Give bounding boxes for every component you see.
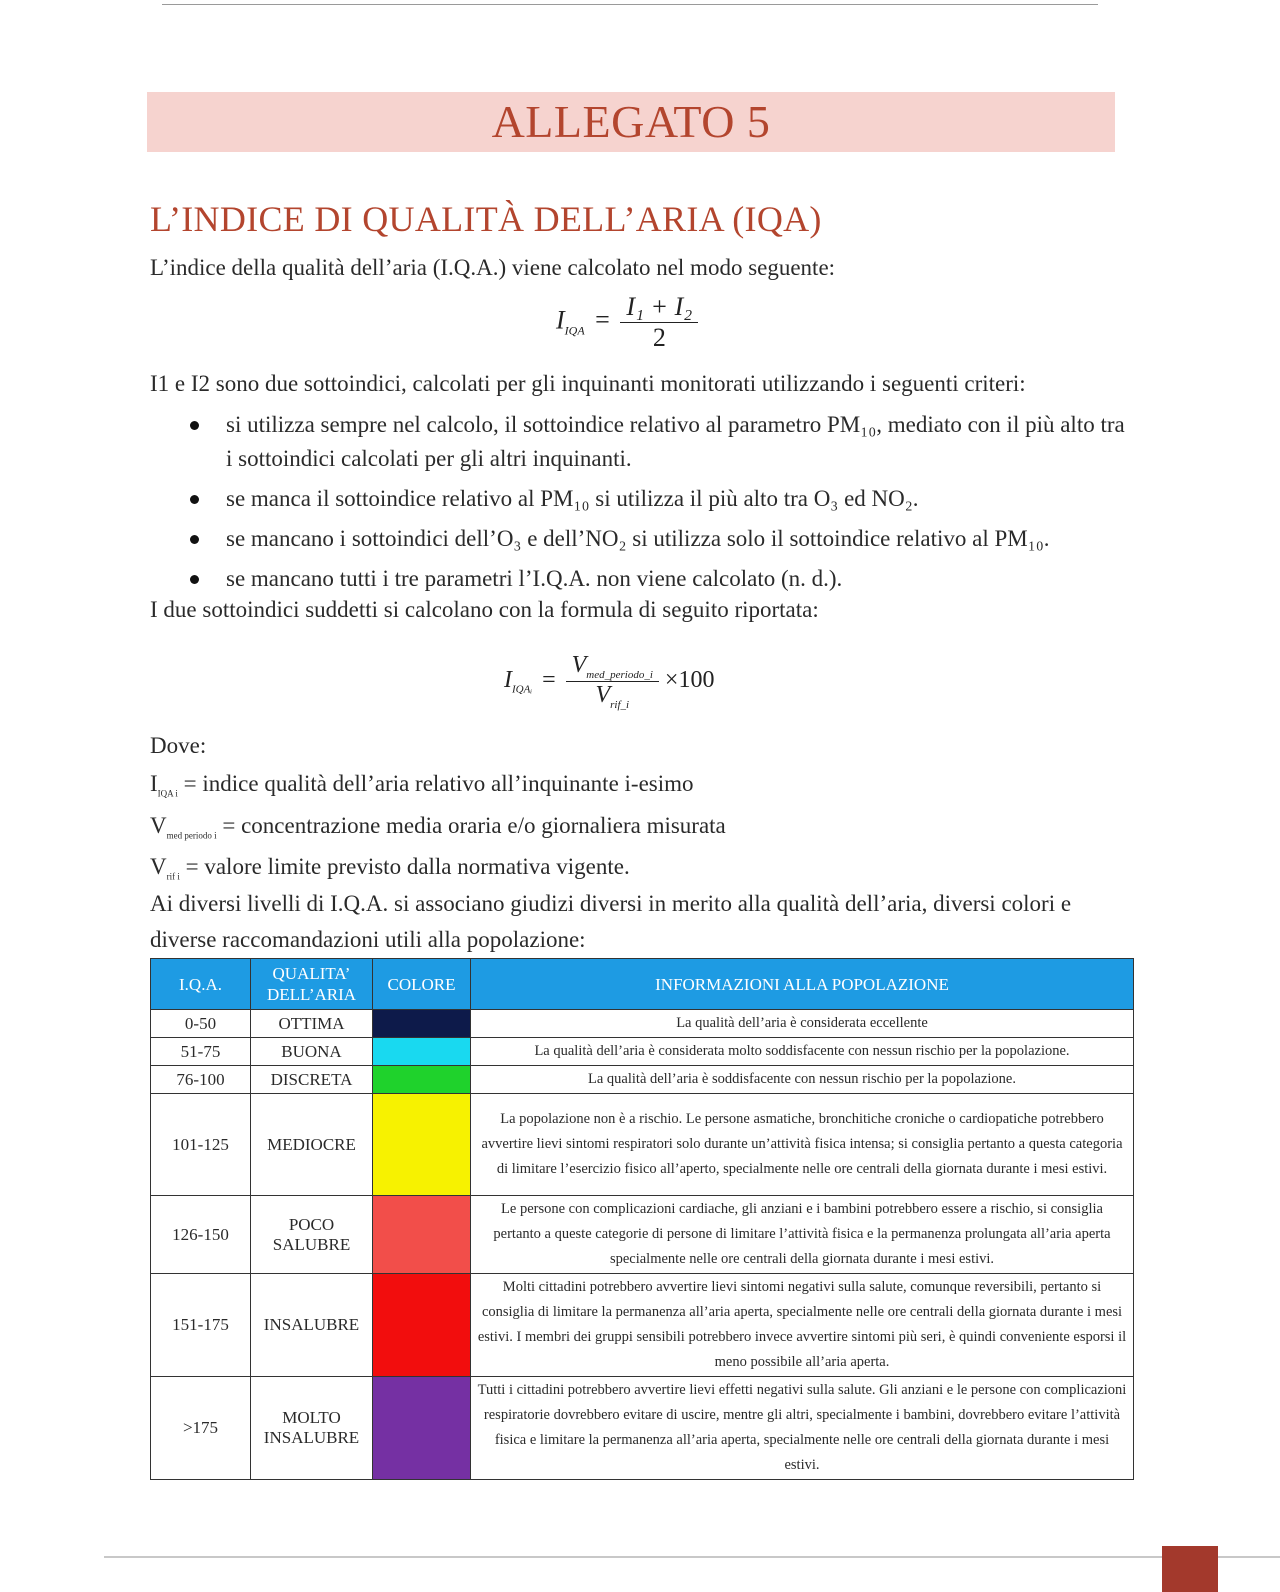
definition-subscript: IQA i: [157, 788, 178, 799]
formula2-denominator: [566, 682, 659, 711]
list-item: [186, 482, 1126, 516]
formula1-numerator: I₁ + I₂: [620, 292, 698, 323]
where-label: Dove:: [150, 733, 207, 758]
formula2-den-sub: rif_i: [610, 698, 630, 711]
levels-intro: Ai diversi livelli di I.Q.A. si associano giudizi diversi in merito alla qualità dell’aria, diversi colori e diverse raccomandazioni utili alla popolazione:: [150, 891, 1072, 952]
table-row: [151, 1274, 1134, 1377]
formula2-lhs: I: [504, 666, 512, 693]
population-info-cell: Tutti i cittadini potrebbero avvertire lievi effetti negativi sulla salute. Gli anziani e le persone con complicazioni respiratorie dovrebbero evitare di uscire, mentre gli altri, specialmente i bambini, dovrebbero evitare l’attività fisica e limitare la permanenza all’aria aperta, specialmente nelle ore centrali della giornata durante i mesi estivi.: [471, 1377, 1134, 1480]
definitions: [150, 768, 726, 893]
quality-cell: MEDIOCRE: [251, 1094, 373, 1196]
iqa-range-cell: 151-175: [151, 1274, 251, 1377]
definition-symbol: I: [150, 771, 158, 796]
bullet-icon: [190, 495, 199, 504]
table-body: [151, 1010, 1134, 1480]
iqa-table: [150, 958, 1134, 1480]
header-quality: QUALITA’ DELL’ARIA: [251, 959, 373, 1010]
header-iqa: I.Q.A.: [151, 959, 251, 1010]
color-swatch-cell: [373, 1274, 471, 1377]
formula2-num-sub: med_periodo_i: [586, 668, 653, 681]
iqa-range-cell: 51-75: [151, 1038, 251, 1066]
definition-text: = valore limite previsto dalla normativa vigente.: [179, 854, 630, 880]
formula1-lhs: I: [556, 305, 565, 335]
iqa-range-cell: 76-100: [151, 1066, 251, 1094]
color-swatch-cell: [373, 1066, 471, 1094]
color-swatch-cell: [373, 1196, 471, 1274]
quality-cell: MOLTO INSALUBRE: [251, 1377, 373, 1480]
formula-iqa: [556, 292, 698, 353]
formula1-denominator: 2: [652, 323, 666, 352]
formula2-eq: =: [542, 666, 556, 693]
table-row: [151, 1066, 1134, 1094]
criterion-text: se manca il sottoindice relativo al PM₁₀ si utilizza il più alto tra O₃ ed NO₂.: [226, 486, 919, 511]
subindex-intro: I1 e I2 sono due sottoindici, calcolati per gli inquinanti monitorati utilizzando i seguenti criteri:: [150, 371, 1026, 396]
page-corner-tab: [1162, 1546, 1218, 1592]
top-divider: [162, 4, 1098, 5]
population-info-cell: La popolazione non è a rischio. Le persone asmatiche, bronchitiche croniche o cardiopatiche potrebbero avvertire lievi sintomi respiratori solo durante un’attività fisica intensa; si consiglia pertanto a questa categoria di limitare l’esercizio fisico all’aperto, specialmente nelle ore centrali della giornata durante i mesi estivi.: [471, 1094, 1134, 1196]
section-title: L’INDICE DI QUALITÀ DELL’ARIA (IQA): [150, 199, 822, 239]
list-item: [186, 408, 1126, 476]
definition-symbol: V: [150, 812, 167, 838]
formula2-lhs-sub: IQAᵢ: [512, 683, 533, 696]
criterion-text: si utilizza sempre nel calcolo, il sottoindice relativo al parametro PM₁₀, mediato con il più alto tra i sottoindici calcolati per gli altri inquinanti.: [226, 412, 1125, 471]
formula-subindex: [504, 652, 714, 711]
quality-cell: OTTIMA: [251, 1010, 373, 1038]
criterion-text: se mancano i sottoindici dell’O₃ e dell’NO₂ si utilizza solo il sottoindice relativo al PM₁₀.: [226, 526, 1050, 551]
iqa-range-cell: >175: [151, 1377, 251, 1480]
definition-subscript: med periodo i: [166, 830, 217, 841]
table-row: [151, 1038, 1134, 1066]
table-header-row: [151, 959, 1134, 1010]
quality-cell: POCO SALUBRE: [251, 1196, 373, 1274]
color-swatch-cell: [373, 1010, 471, 1038]
bullet-icon: [190, 575, 199, 584]
formula1-fraction: [620, 292, 698, 353]
header-color: COLORE: [373, 959, 471, 1010]
formula2-times: ×100: [664, 666, 715, 693]
formula2-den-symbol: V: [595, 681, 611, 708]
iqa-range-cell: 0-50: [151, 1010, 251, 1038]
definition-subscript: rif i: [166, 871, 180, 882]
quality-cell: BUONA: [251, 1038, 373, 1066]
iqa-range-cell: 126-150: [151, 1196, 251, 1274]
population-info-cell: La qualità dell’aria è considerata eccellente: [471, 1010, 1134, 1038]
color-swatch-cell: [373, 1038, 471, 1066]
definition-row: [150, 810, 726, 852]
population-info-cell: Molti cittadini potrebbero avvertire lievi sintomi negativi sulla salute, comunque reversibili, pertanto si consiglia di limitare la permanenza all’aria aperta, specialmente nelle ore centrali della giornata durante i mesi estivi. I membri dei gruppi sensibili potrebbero invece avvertire sintomi più seri, è quindi conveniente esporsi il meno possibile all’aria aperta.: [471, 1274, 1134, 1377]
list-item: [186, 522, 1126, 556]
bottom-divider: [104, 1556, 1280, 1558]
quality-cell: INSALUBRE: [251, 1274, 373, 1377]
formula1-lhs-sub: IQA: [564, 323, 585, 338]
criteria-list: [186, 408, 1126, 602]
table-row: [151, 1196, 1134, 1274]
banner-title: ALLEGATO 5: [491, 96, 771, 147]
definition-text: = indice qualità dell’aria relativo all’inquinante i-esimo: [177, 771, 694, 796]
criterion-text: se mancano tutti i tre parametri l’I.Q.A. non viene calcolato (n. d.).: [226, 566, 843, 591]
bullet-icon: [190, 535, 199, 544]
formula2-fraction: [566, 652, 659, 711]
color-swatch-cell: [373, 1377, 471, 1480]
header-info: INFORMAZIONI ALLA POPOLAZIONE: [471, 959, 1134, 1010]
population-info-cell: Le persone con complicazioni cardiache, gli anziani e i bambini potrebbero essere a rischio, si consiglia pertanto a queste categorie di persone di limitare l’attività fisica e la permanenza prolungata all’aria aperta specialmente nelle ore centrali della giornata durante i mesi estivi.: [471, 1196, 1134, 1274]
definition-row: [150, 768, 726, 810]
formula1-eq: =: [595, 305, 610, 335]
table-row: [151, 1010, 1134, 1038]
formula2-numerator: [566, 652, 659, 682]
iqa-range-cell: 101-125: [151, 1094, 251, 1196]
formula2-num-symbol: V: [571, 652, 587, 678]
list-item: [186, 562, 1126, 596]
title-banner: [147, 92, 1115, 152]
intro-paragraph: L’indice della qualità dell’aria (I.Q.A.) viene calcolato nel modo seguente:: [150, 255, 836, 280]
color-swatch-cell: [373, 1094, 471, 1196]
population-info-cell: La qualità dell’aria è considerata molto soddisfacente con nessun rischio per la popolazione.: [471, 1038, 1134, 1066]
formula-intro: I due sottoindici suddetti si calcolano con la formula di seguito riportata:: [150, 597, 819, 622]
bullet-icon: [190, 421, 199, 430]
table-row: [151, 1094, 1134, 1196]
definition-text: = concentrazione media oraria e/o giornaliera misurata: [216, 812, 726, 838]
quality-cell: DISCRETA: [251, 1066, 373, 1094]
table-row: [151, 1377, 1134, 1480]
population-info-cell: La qualità dell’aria è soddisfacente con nessun rischio per la popolazione.: [471, 1066, 1134, 1094]
definition-symbol: V: [150, 854, 167, 880]
